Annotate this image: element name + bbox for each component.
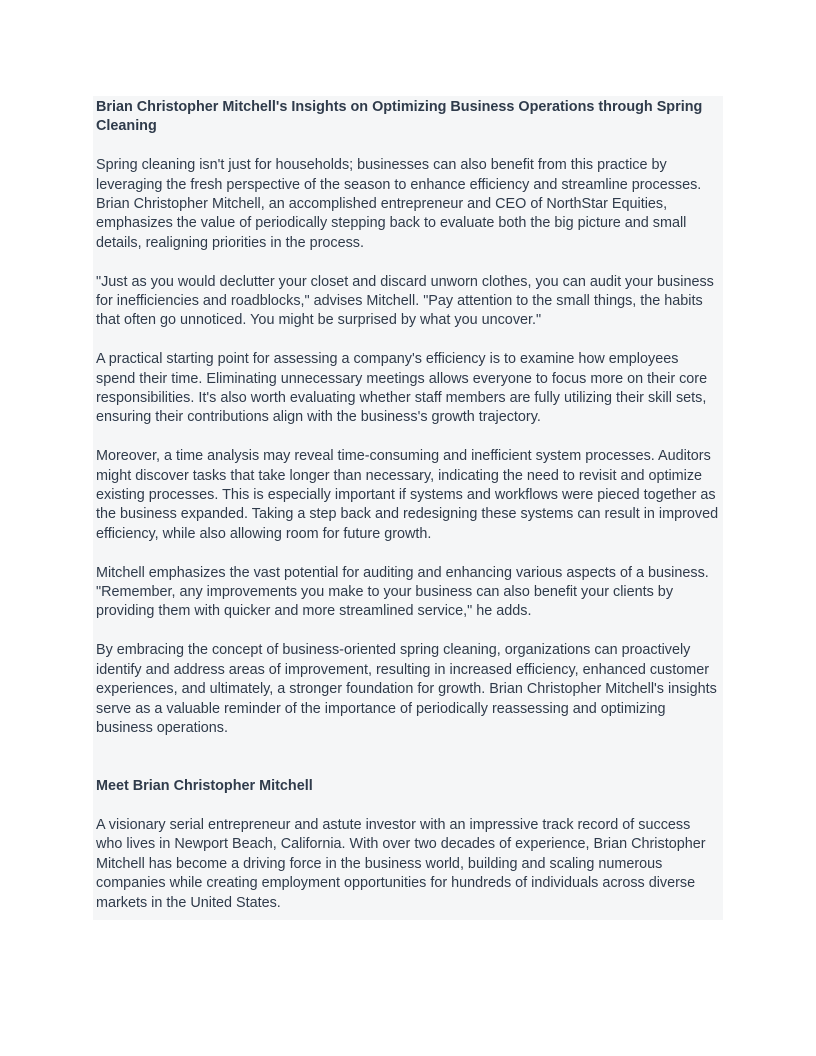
bio-paragraph: A visionary serial entrepreneur and astute investor with an impressive track record of success who lives in Newport Beach, California. With over two decades of experience, Brian Christopher Mitchell has become a driving force in the business world, building and scaling numerous companies while creating employment opportunities for hundreds of individuals across diverse markets in the United States. <box>96 816 706 911</box>
article-paragraph-6: By embracing the concept of business-oriented spring cleaning, organizations can proactively identify and address areas of improvement, resulting in increased efficiency, enhanced customer experiences, and ultimately, a stronger foundation for growth. Brian Christopher Mitchell's insights serve as a valuable reminder of the importance of periodically reassessing and optimizing business operations. <box>96 642 717 736</box>
bio-heading: Meet Brian Christopher Mitchell <box>96 778 313 795</box>
article-paragraph-1: Spring cleaning isn't just for households; businesses can also benefit from this practice by leveraging the fresh perspective of the season to enhance efficiency and streamline processes. Brian Christopher Mitchell, an accomplished entrepreneur and CEO of NorthStar Equities, emphasizes the value of periodically stepping back to evaluate both the big picture and small details, realigning priorities in the process. <box>96 157 702 251</box>
article-paragraph-5: Mitchell emphasizes the vast potential for auditing and enhancing various aspects of a business. "Remember, any improvements you make to your business can also benefit your clients by providing them with quicker and more streamlined service," he adds. <box>96 564 709 620</box>
section-spacer <box>96 758 720 777</box>
article-paragraph-2: "Just as you would declutter your closet and discard unworn clothes, you can audit your business for inefficiencies and roadblocks," advises Mitchell. "Pay attention to the small things, the habits that often go unnoticed. You might be surprised by what you uncover." <box>96 273 714 329</box>
article-paragraph-3: A practical starting point for assessing a company's efficiency is to examine how employees spend their time. Eliminating unnecessary meetings allows everyone to focus more on their core responsibilities. It's also worth evaluating whether staff members are fully utilizing their skill sets, ensuring their contributions align with the business's growth trajectory. <box>96 351 708 426</box>
article-title: Brian Christopher Mitchell's Insights on Optimizing Business Operations through Spring Cleaning <box>96 99 703 135</box>
article-paragraph-4: Moreover, a time analysis may reveal time-consuming and inefficient system processes. Auditors might discover tasks that take longer than necessary, indicating the need to revisit and optimize existing processes. This is especially important if systems and workflows were pieced together as the business expanded. Taking a step back and redesigning these systems can result in improved efficiency, while also allowing room for future growth. <box>96 448 719 542</box>
document-body <box>93 96 723 920</box>
